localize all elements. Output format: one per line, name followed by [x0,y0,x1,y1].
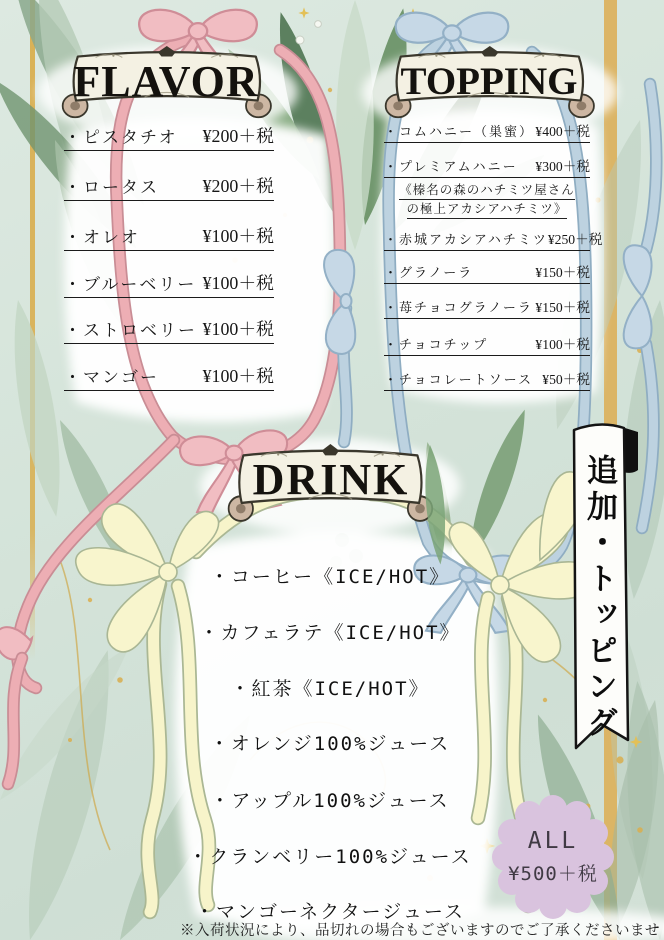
flavor-item-row [64,174,274,201]
topping-item-row [384,333,590,356]
topping-item-row [384,261,590,284]
subnote-line: 《榛名の森のハチミツ屋さん [399,180,575,200]
item-price: ¥100＋税 [202,366,274,386]
topping-item-row [384,296,590,319]
item-name: ・赤城アカシアハチミツ [384,232,548,247]
topping-section-title: TOPPING [400,60,578,103]
topping-item-row [384,155,590,178]
item-name: ・チョコレートソース [384,372,533,387]
item-name: ・グラノーラ [384,265,474,280]
additional-topping-banner-text: 追加・トッピング [582,454,617,742]
drink-item: ・クランベリー100%ジュース [188,846,472,868]
item-price: ¥200＋税 [202,126,274,146]
price-badge [494,798,612,916]
item-name: ・ストロベリー [64,321,197,340]
item-price: ¥100＋税 [202,319,274,339]
drink-item: ・紅茶《ICE/HOT》 [230,678,430,700]
item-price: ¥200＋税 [202,176,274,196]
topping-item-row [384,368,590,391]
drink-item: ・オレンジ100%ジュース [209,733,451,755]
item-price: ¥50＋税 [542,372,590,387]
item-price: ¥100＋税 [535,337,590,352]
topping-item-row [384,120,590,143]
item-name: ・コムハニー（巣蜜） [384,124,535,139]
item-name: ・プレミアムハニー [384,159,518,174]
item-price: ¥150＋税 [535,265,590,280]
drink-item: ・コーヒー《ICE/HOT》 [209,566,451,588]
item-price: ¥150＋税 [535,300,590,315]
drink-item: ・マンゴーネクタージュース [195,901,465,923]
item-price: ¥400＋税 [535,124,590,139]
item-name: ・チョコチップ [384,337,489,352]
item-name: ・ロータス [64,178,159,197]
flavor-item-row [64,124,274,151]
flavor-item-row [64,271,274,298]
drink-section-title: DRINK [252,455,410,504]
badge-price-label: ¥500＋税 [508,863,598,885]
stock-disclaimer-note: ※入荷状況により、品切れの場合もございますのでご了承くださいませ [180,923,660,939]
flavor-item-row [64,317,274,344]
flavor-item-row [64,364,274,391]
drink-item: ・カフェラテ《ICE/HOT》 [199,622,461,644]
item-price: ¥100＋税 [202,226,274,246]
topping-item-row [384,228,603,251]
item-price: ¥100＋税 [202,273,274,293]
badge-all-label: ALL [527,828,579,854]
item-name: ・ブルーベリー [64,275,197,294]
topping-item-subnote [384,199,590,219]
subnote-line: の極上アカシアハチミツ》 [407,199,568,219]
flavor-item-row [64,224,274,251]
item-price: ¥250＋税 [547,232,603,247]
item-price: ¥300＋税 [535,159,590,174]
item-name: ・苺チョコグラノーラ [384,300,533,315]
item-name: ・マンゴー [64,368,159,387]
flavor-section-title: FLAVOR [73,57,259,106]
drink-item: ・アップル100%ジュース [210,790,450,812]
item-name: ・オレオ [64,228,140,247]
topping-item-subnote [384,180,590,200]
item-name: ・ピスタチオ [64,128,178,147]
